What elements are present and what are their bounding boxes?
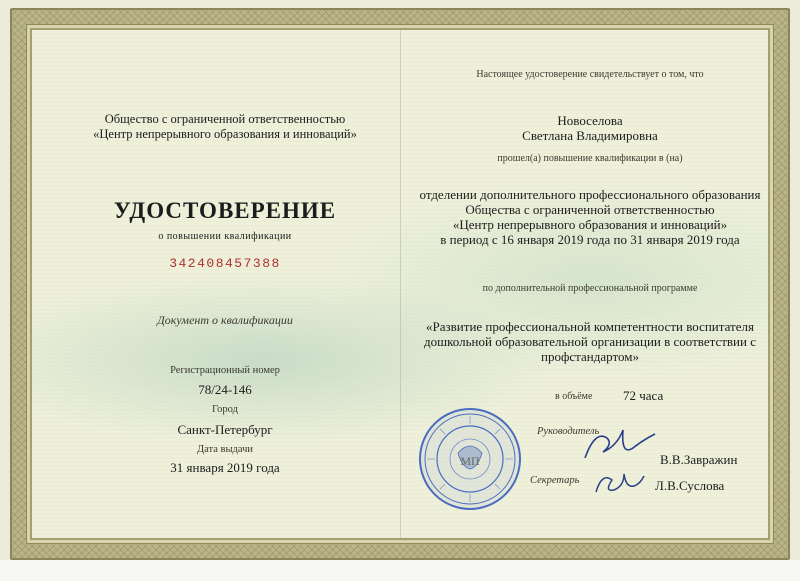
volume-value: 72 часа xyxy=(623,388,664,403)
official-stamp xyxy=(418,407,522,511)
program-line-1: «Развитие профессиональной компетентности воспитателя xyxy=(426,319,754,334)
organization-line-1: Общество с ограниченной ответственностью xyxy=(104,112,346,126)
program-label: по дополнительной профессиональной программе xyxy=(482,283,698,294)
place-line-2: Общества с ограниченной ответственностью xyxy=(465,202,715,217)
passed-label: прошел(а) повышение квалификации в (на) xyxy=(497,153,683,164)
volume-label: в объёме xyxy=(555,391,593,402)
program-line-3: профстандартом» xyxy=(541,349,639,364)
recipient-surname: Новоселова xyxy=(557,113,623,128)
city-label: Город xyxy=(212,404,238,415)
reg-number: 78/24-146 xyxy=(198,382,252,397)
secretary-name: Л.В.Суслова xyxy=(655,478,725,493)
scan-margin xyxy=(0,560,800,581)
organization-name xyxy=(50,112,400,142)
head-signature xyxy=(580,428,660,468)
issue-date: 31 января 2019 года xyxy=(170,460,280,475)
city: Санкт-Петербург xyxy=(177,422,273,437)
fold-line xyxy=(400,30,401,538)
stamp-label: МП xyxy=(460,454,480,468)
secretary-label: Секретарь xyxy=(530,475,580,486)
document-subtitle: о повышении квалификации xyxy=(158,231,292,242)
head-label: Руководитель xyxy=(537,426,600,437)
program-line-2: дошкольной образовательной организации в соответствии с xyxy=(424,334,756,349)
reg-number-label: Регистрационный номер xyxy=(170,365,280,376)
organization-line-2: «Центр непрерывного образования и инноваций» xyxy=(93,127,357,141)
issue-date-label: Дата выдачи xyxy=(196,444,254,455)
place-line-1: отделении дополнительного профессионального образования xyxy=(419,187,761,202)
program-name xyxy=(405,319,775,364)
secretary-signature xyxy=(590,466,650,500)
head-name: В.В.Завражин xyxy=(660,452,738,467)
place-line-3: «Центр непрерывного образования и инноваций» xyxy=(452,217,728,232)
document-type: Документ о квалификации xyxy=(157,313,293,327)
serial-number: 342408457388 xyxy=(169,256,281,271)
document-title: УДОСТОВЕРЕНИЕ xyxy=(113,198,337,223)
training-place xyxy=(405,187,775,247)
intro-text: Настоящее удостоверение свидетельствует о том, что xyxy=(476,69,704,80)
place-line-4: в период с 16 января 2019 года по 31 января 2019 года xyxy=(440,232,740,247)
recipient-name: Светлана Владимировна xyxy=(522,128,658,143)
